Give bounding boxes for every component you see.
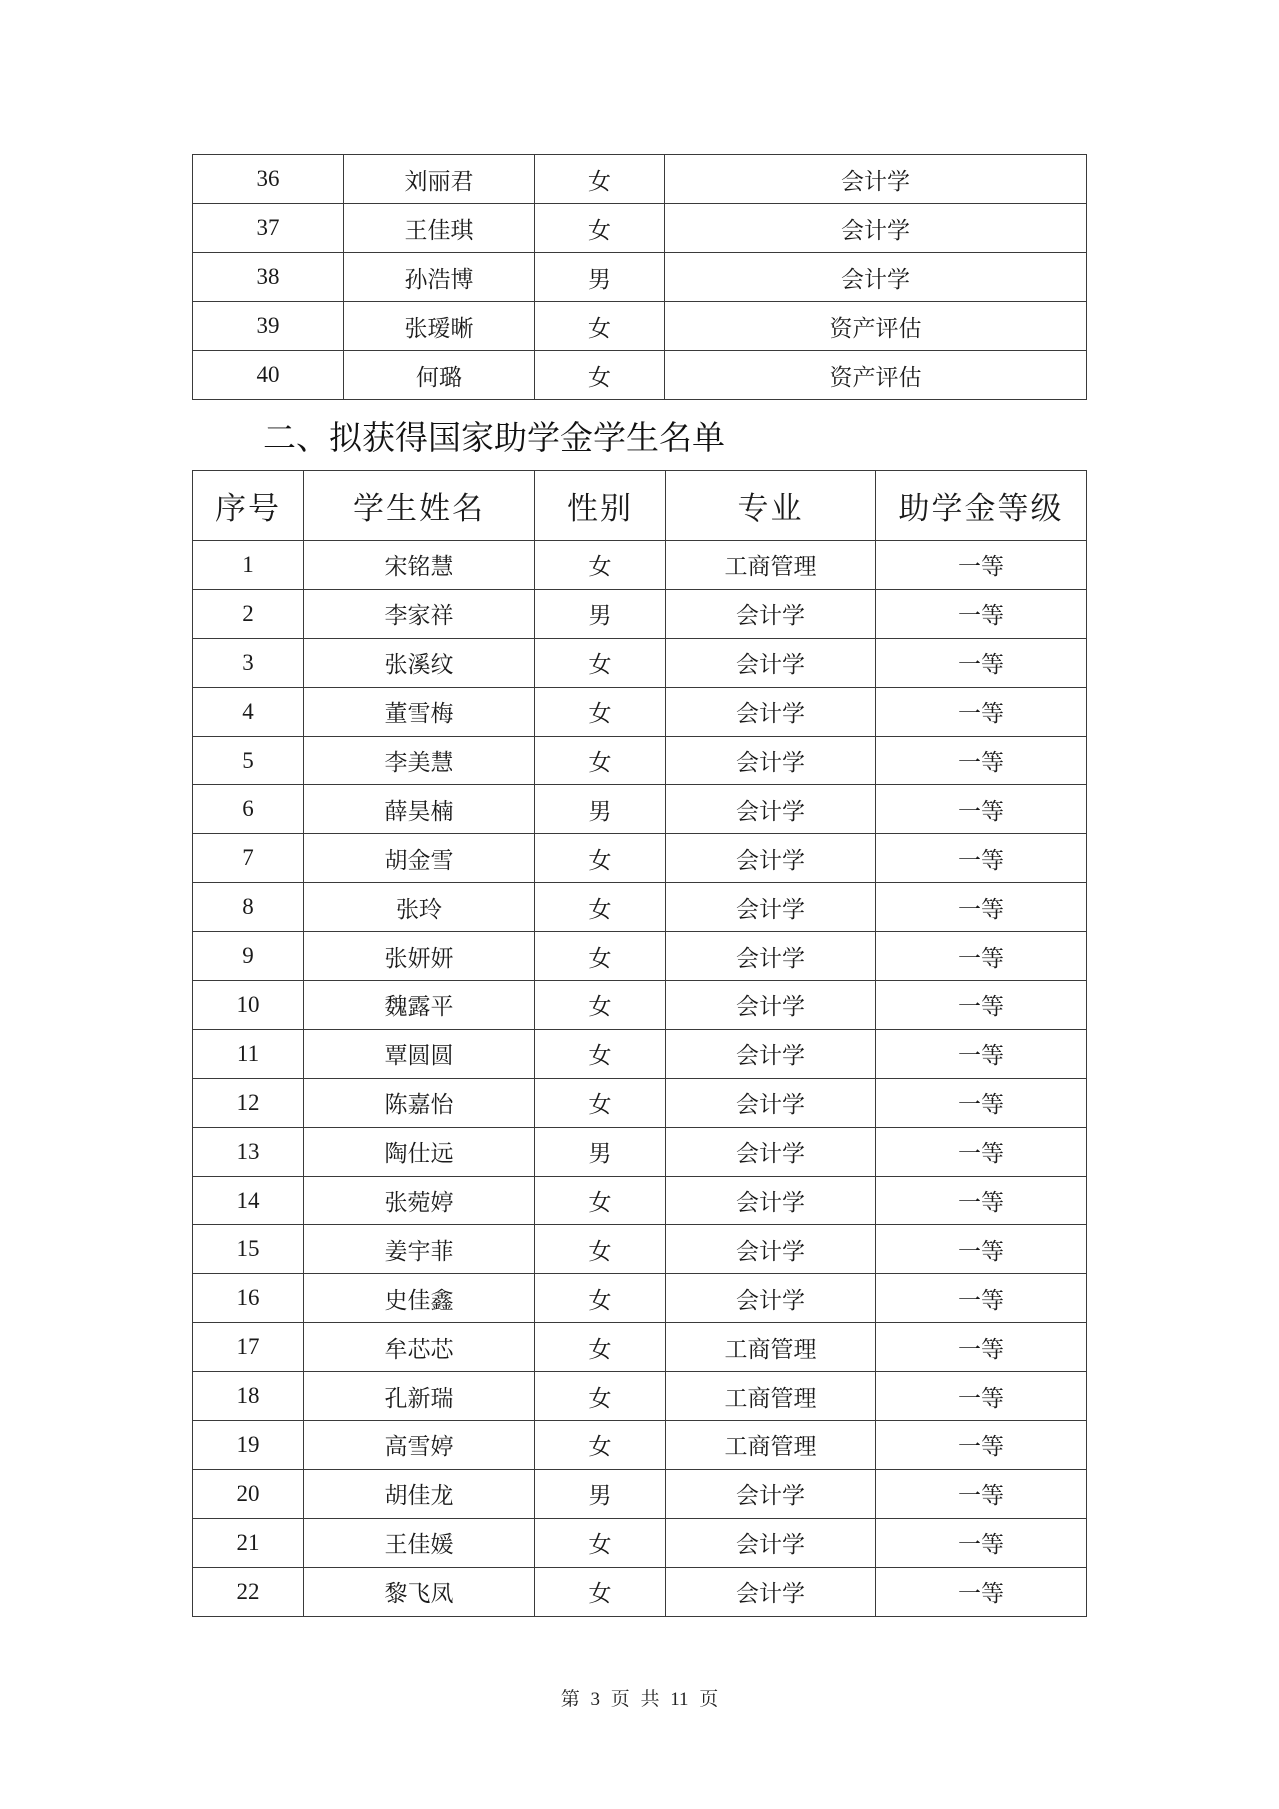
cell-no: 3 (193, 638, 304, 687)
page-number: 第 3 页 共 11 页 (560, 1689, 719, 1710)
cell-no: 15 (193, 1225, 304, 1274)
cell-gender: 男 (535, 1469, 666, 1518)
cell-major: 会计学 (666, 1127, 876, 1176)
cell-no: 4 (193, 687, 304, 736)
cell-no: 36 (193, 155, 344, 204)
cell-major: 会计学 (666, 589, 876, 638)
cell-major: 会计学 (665, 253, 1087, 302)
cell-name: 高雪婷 (304, 1421, 535, 1470)
header-name: 学生姓名 (304, 471, 535, 541)
cell-gender: 女 (535, 883, 666, 932)
cell-no: 5 (193, 736, 304, 785)
cell-no: 10 (193, 981, 304, 1030)
table-header (193, 471, 1087, 541)
header-row (193, 471, 1087, 541)
header-major: 专业 (666, 471, 876, 541)
cell-gender: 女 (535, 687, 666, 736)
cell-gender: 女 (535, 736, 666, 785)
cell-name: 王佳媛 (304, 1518, 535, 1567)
cell-major: 会计学 (666, 1029, 876, 1078)
table-row (193, 1518, 1087, 1567)
cell-name: 胡金雪 (304, 834, 535, 883)
cell-level: 一等 (876, 541, 1087, 590)
cell-name: 史佳鑫 (304, 1274, 535, 1323)
cell-major: 会计学 (666, 1274, 876, 1323)
cell-no: 1 (193, 541, 304, 590)
cell-no: 40 (193, 351, 344, 400)
cell-gender: 女 (535, 981, 666, 1030)
table-row (193, 589, 1087, 638)
header-no: 序号 (193, 471, 304, 541)
cell-no: 12 (193, 1078, 304, 1127)
cell-gender: 女 (535, 1372, 666, 1421)
cell-level: 一等 (876, 1274, 1087, 1323)
cell-major: 会计学 (666, 1567, 876, 1616)
cell-no: 39 (193, 302, 344, 351)
table-row (193, 932, 1087, 981)
cell-no: 38 (193, 253, 344, 302)
table-row (193, 1176, 1087, 1225)
cell-gender: 女 (535, 932, 666, 981)
cell-major: 会计学 (666, 981, 876, 1030)
cell-no: 20 (193, 1469, 304, 1518)
table-row (193, 687, 1087, 736)
cell-gender: 女 (535, 1274, 666, 1323)
cell-gender: 女 (535, 204, 665, 253)
table-row (193, 785, 1087, 834)
table-row (193, 1078, 1087, 1127)
cell-name: 黎飞凤 (304, 1567, 535, 1616)
cell-gender: 男 (535, 785, 666, 834)
table-row (193, 302, 1087, 351)
cell-gender: 女 (535, 1225, 666, 1274)
cell-no: 19 (193, 1421, 304, 1470)
cell-name: 薛昊楠 (304, 785, 535, 834)
cell-name: 牟芯芯 (304, 1323, 535, 1372)
cell-no: 17 (193, 1323, 304, 1372)
cell-gender: 女 (535, 1323, 666, 1372)
cell-no: 18 (193, 1372, 304, 1421)
cell-major: 会计学 (666, 687, 876, 736)
cell-level: 一等 (876, 932, 1087, 981)
cell-level: 一等 (876, 785, 1087, 834)
cell-no: 8 (193, 883, 304, 932)
cell-level: 一等 (876, 1421, 1087, 1470)
cell-major: 会计学 (666, 932, 876, 981)
cell-no: 16 (193, 1274, 304, 1323)
cell-name: 张玲 (304, 883, 535, 932)
cell-major: 会计学 (666, 834, 876, 883)
cell-level: 一等 (876, 834, 1087, 883)
cell-name: 孔新瑞 (304, 1372, 535, 1421)
cell-gender: 女 (535, 1421, 666, 1470)
cell-gender: 女 (535, 1029, 666, 1078)
table-row (193, 541, 1087, 590)
cell-major: 工商管理 (666, 1421, 876, 1470)
cell-major: 会计学 (666, 1078, 876, 1127)
cell-gender: 女 (535, 1518, 666, 1567)
cell-major: 资产评估 (665, 302, 1087, 351)
cell-level: 一等 (876, 1518, 1087, 1567)
cell-no: 2 (193, 589, 304, 638)
cell-no: 13 (193, 1127, 304, 1176)
cell-level: 一等 (876, 981, 1087, 1030)
cell-major: 会计学 (665, 155, 1087, 204)
cell-major: 工商管理 (666, 1372, 876, 1421)
header-gender: 性别 (535, 471, 666, 541)
cell-no: 6 (193, 785, 304, 834)
cell-level: 一等 (876, 1029, 1087, 1078)
cell-major: 会计学 (665, 204, 1087, 253)
cell-name: 覃圆圆 (304, 1029, 535, 1078)
cell-level: 一等 (876, 1225, 1087, 1274)
cell-name: 张菀婷 (304, 1176, 535, 1225)
cell-major: 工商管理 (666, 541, 876, 590)
cell-name: 李家祥 (304, 589, 535, 638)
cell-no: 21 (193, 1518, 304, 1567)
table-row (193, 1029, 1087, 1078)
cell-level: 一等 (876, 1176, 1087, 1225)
cell-name: 魏露平 (304, 981, 535, 1030)
cell-name: 董雪梅 (304, 687, 535, 736)
cell-gender: 女 (535, 638, 666, 687)
cell-gender: 男 (535, 253, 665, 302)
table-row (193, 638, 1087, 687)
cell-gender: 女 (535, 351, 665, 400)
cell-name: 姜宇菲 (304, 1225, 535, 1274)
cell-major: 会计学 (666, 883, 876, 932)
table-row (193, 155, 1087, 204)
cell-gender: 女 (535, 834, 666, 883)
cell-name: 孙浩博 (344, 253, 535, 302)
cell-level: 一等 (876, 687, 1087, 736)
table-row (193, 1225, 1087, 1274)
cell-no: 9 (193, 932, 304, 981)
section-heading: 二、拟获得国家助学金学生名单 (263, 418, 725, 457)
cell-level: 一等 (876, 1323, 1087, 1372)
cell-no: 37 (193, 204, 344, 253)
cell-name: 李美慧 (304, 736, 535, 785)
cell-level: 一等 (876, 736, 1087, 785)
cell-gender: 女 (535, 541, 666, 590)
cell-major: 会计学 (666, 785, 876, 834)
cell-no: 22 (193, 1567, 304, 1616)
cell-level: 一等 (876, 1469, 1087, 1518)
cell-major: 会计学 (666, 1176, 876, 1225)
table-row (193, 351, 1087, 400)
cell-major: 会计学 (666, 736, 876, 785)
cell-no: 14 (193, 1176, 304, 1225)
grant-student-table (192, 470, 1087, 1617)
cell-name: 胡佳龙 (304, 1469, 535, 1518)
table-row (193, 1127, 1087, 1176)
table-row (193, 253, 1087, 302)
table-row (193, 1274, 1087, 1323)
grant-table-body (193, 541, 1087, 1617)
cell-level: 一等 (876, 1127, 1087, 1176)
cell-major: 资产评估 (665, 351, 1087, 400)
cell-gender: 女 (535, 1176, 666, 1225)
cell-major: 会计学 (666, 1225, 876, 1274)
table-row (193, 736, 1087, 785)
cell-name: 张溪纹 (304, 638, 535, 687)
cell-name: 张瑷晰 (344, 302, 535, 351)
cell-level: 一等 (876, 638, 1087, 687)
cell-name: 何璐 (344, 351, 535, 400)
cell-no: 7 (193, 834, 304, 883)
cell-major: 工商管理 (666, 1323, 876, 1372)
cell-level: 一等 (876, 1372, 1087, 1421)
table-row (193, 1469, 1087, 1518)
cell-gender: 男 (535, 1127, 666, 1176)
continued-table-body (193, 155, 1087, 400)
cell-name: 陶仕远 (304, 1127, 535, 1176)
table-row (193, 883, 1087, 932)
cell-major: 会计学 (666, 1469, 876, 1518)
cell-major: 会计学 (666, 638, 876, 687)
cell-gender: 女 (535, 302, 665, 351)
cell-level: 一等 (876, 883, 1087, 932)
header-level: 助学金等级 (876, 471, 1087, 541)
cell-level: 一等 (876, 1567, 1087, 1616)
cell-no: 11 (193, 1029, 304, 1078)
table-row (193, 1567, 1087, 1616)
cell-name: 王佳琪 (344, 204, 535, 253)
cell-name: 陈嘉怡 (304, 1078, 535, 1127)
cell-gender: 男 (535, 589, 666, 638)
table-row (193, 204, 1087, 253)
cell-gender: 女 (535, 1078, 666, 1127)
cell-name: 宋铭慧 (304, 541, 535, 590)
cell-level: 一等 (876, 589, 1087, 638)
continued-student-table (192, 154, 1087, 400)
table-row (193, 1421, 1087, 1470)
cell-name: 张妍妍 (304, 932, 535, 981)
table-row (193, 981, 1087, 1030)
table-row (193, 834, 1087, 883)
cell-level: 一等 (876, 1078, 1087, 1127)
table-row (193, 1323, 1087, 1372)
table-row (193, 1372, 1087, 1421)
cell-gender: 女 (535, 155, 665, 204)
cell-major: 会计学 (666, 1518, 876, 1567)
cell-gender: 女 (535, 1567, 666, 1616)
cell-name: 刘丽君 (344, 155, 535, 204)
